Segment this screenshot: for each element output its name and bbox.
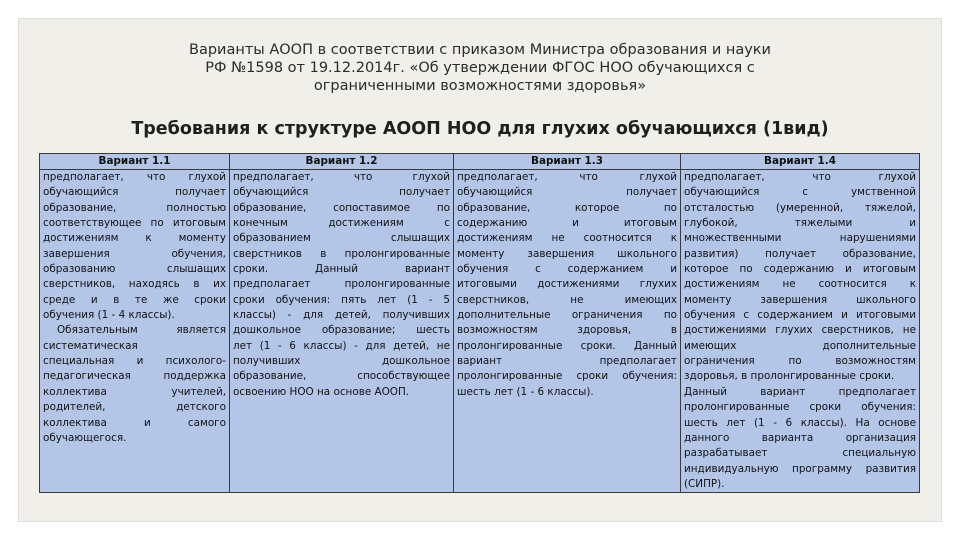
cell-text-line: обучающийся получает: [457, 186, 677, 199]
column-header-variant-1-2: Вариант 1.2: [230, 154, 454, 170]
cell-variant-1-4: [681, 170, 920, 493]
column-header-variant-1-4: Вариант 1.4: [681, 154, 920, 170]
cell-text-line: среде и в те же сроки: [43, 293, 226, 306]
cell-text-line: классы) - для детей, получивших: [233, 309, 450, 322]
cell-text-line: сверстников, не имеющих: [457, 293, 677, 306]
column-header-variant-1-1: Вариант 1.1: [40, 154, 230, 170]
cell-text-line: педагогическая поддержка: [43, 370, 226, 383]
cell-text-line: обучения с содержанием и: [457, 263, 677, 276]
cell-text-line: обучающийся получает: [43, 186, 226, 199]
cell-text-line: образованию слышащих: [43, 263, 226, 276]
cell-text-line: лет (1 - 6 классы) - для детей, не: [233, 339, 450, 352]
cell-text-line: (СИПР).: [684, 477, 725, 490]
cell-text-line: шесть лет (1 - 6 классы).: [457, 385, 594, 398]
cell-text-line: множественными нарушениями: [684, 232, 916, 245]
cell-text-line: образование, сопоставимое по: [233, 201, 450, 214]
cell-text-line: специальная и психолого-: [43, 355, 226, 368]
header-line: ограниченными возможностями здоровья»: [313, 78, 647, 94]
cell-text-line: предполагает пролонгированные: [233, 278, 450, 291]
cell-text-line: глубокой, тяжелыми и: [684, 217, 916, 230]
slide-header: [19, 41, 941, 95]
cell-text-line: имеющих дополнительные: [684, 339, 916, 352]
cell-text-line: Обязательным является: [57, 324, 226, 337]
cell-text-line: коллектива учителей,: [43, 385, 226, 398]
cell-text-line: систематическая: [43, 339, 138, 352]
column-header-variant-1-3: Вариант 1.3: [454, 154, 681, 170]
cell-text-line: обучающегося.: [43, 431, 127, 444]
cell-text-line: предполагает, что глухой: [684, 171, 916, 183]
cell-variant-1-1: [40, 170, 230, 493]
cell-text-line: сроки обучения: пять лет (1 - 5: [233, 293, 450, 306]
header-line: РФ №1598 от 19.12.2014г. «Об утверждении ФГОС НОО обучающихся с: [205, 60, 755, 76]
cell-text-line: шесть лет (1 - 6 классы). На основе: [684, 416, 916, 429]
cell-text-line: достижениям к моменту: [43, 232, 226, 245]
cell-text-line: образованием слышащих: [233, 232, 450, 245]
cell-text-line: Данный вариант предполагает: [684, 385, 916, 398]
cell-text-line: дополнительные ограничения по: [457, 309, 677, 322]
cell-text-line: обучения с содержанием и итоговыми: [684, 309, 916, 322]
cell-text-line: отсталостью (умеренной, тяжелой,: [684, 201, 916, 214]
cell-text-line: образование, полностью: [43, 201, 226, 214]
cell-text-line: возможностям здоровья, в: [457, 324, 677, 337]
slide: [18, 18, 942, 522]
cell-text-line: завершения обучения,: [43, 247, 226, 260]
cell-text-line: достижениям не соотносится к: [684, 278, 916, 291]
cell-text-line: получивших дошкольное: [233, 355, 450, 368]
cell-text-line: обучающийся получает: [233, 186, 450, 199]
cell-text-line: сверстников в пролонгированные: [233, 247, 450, 260]
cell-text-line: моменту завершения школьного: [684, 293, 916, 306]
cell-variant-1-2: [230, 170, 454, 493]
cell-text-line: развития) получает образование,: [684, 247, 916, 260]
cell-text-line: предполагает, что глухой: [233, 171, 450, 183]
cell-text-line: обучения (1 - 4 классы).: [43, 309, 175, 322]
cell-text-line: обучающийся с умственной: [684, 186, 916, 199]
cell-text-line: моменту завершения школьного: [457, 247, 677, 260]
cell-text-line: достижениям не соотносится к: [457, 232, 677, 245]
cell-text-line: дошкольное образование; шесть: [233, 324, 450, 337]
cell-text-line: сроки. Данный вариант: [233, 263, 450, 276]
cell-text-line: конечным достижениям с: [233, 217, 450, 230]
cell-text-line: пролонгированные сроки. Данный: [457, 339, 677, 352]
cell-text-line: сверстников, находясь в их: [43, 278, 226, 291]
cell-text-line: здоровья, в пролонгированные сроки.: [684, 370, 895, 383]
cell-text-line: предполагает, что глухой: [457, 171, 677, 183]
cell-text-line: итоговыми достижениями глухих: [457, 278, 677, 291]
cell-text-line: данного варианта организация: [684, 431, 916, 444]
cell-text-line: достижениями глухих сверстников, не: [684, 324, 916, 337]
variants-table: [39, 153, 920, 493]
cell-text-line: которое по содержанию и итоговым: [684, 263, 916, 276]
cell-text-line: индивидуальную программу развития: [684, 462, 916, 475]
cell-text-line: содержанию и итоговым: [457, 217, 677, 230]
cell-text-line: предполагает, что глухой: [43, 171, 226, 183]
cell-text-line: коллектива и самого: [43, 416, 226, 429]
table-header-row: [40, 154, 920, 170]
cell-text-line: родителей, детского: [43, 401, 226, 414]
slide-subtitle: Требования к структуре АООП НОО для глухих обучающихся (1вид): [131, 119, 829, 139]
cell-text-line: пролонгированные сроки обучения:: [457, 370, 677, 383]
cell-text-line: пролонгированные сроки обучения:: [684, 401, 916, 414]
header-line: Варианты АООП в соответствии с приказом Министра образования и науки: [189, 42, 771, 58]
cell-text-line: ограничения по возможностям: [684, 355, 916, 368]
cell-text-line: соответствующее по итоговым: [43, 217, 226, 230]
cell-text-line: образование, которое по: [457, 201, 677, 214]
cell-variant-1-3: [454, 170, 681, 493]
table-row: [40, 170, 920, 493]
cell-text-line: вариант предполагает: [457, 355, 677, 368]
cell-text-line: освоению НОО на основе АООП.: [233, 385, 410, 398]
cell-text-line: образование, способствующее: [233, 370, 450, 383]
cell-text-line: разрабатывает специальную: [684, 447, 916, 460]
